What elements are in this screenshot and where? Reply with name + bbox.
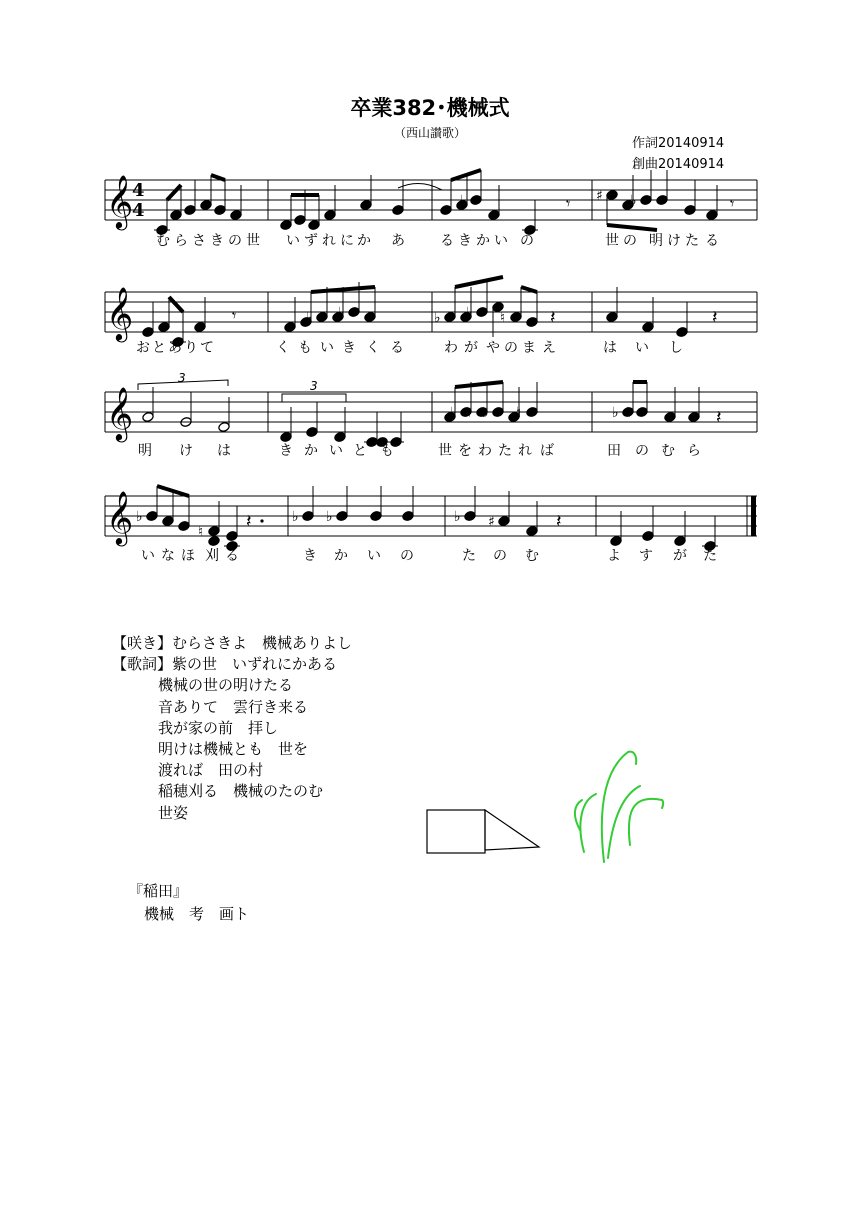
quarter-rest-icon: 𝄽 bbox=[556, 511, 562, 532]
note-head bbox=[158, 321, 171, 332]
note-head bbox=[642, 321, 655, 332]
box-shape bbox=[427, 810, 485, 853]
lyric-syllable: ば bbox=[540, 443, 554, 459]
lyric-syllable: る bbox=[390, 340, 404, 356]
lyric-syllable: き bbox=[342, 340, 356, 356]
lyric-syllable: る bbox=[705, 233, 719, 249]
note-head bbox=[606, 189, 619, 200]
lyric-syllable: も bbox=[380, 443, 394, 459]
note-head bbox=[444, 311, 457, 322]
note-beam bbox=[167, 185, 181, 200]
treble-clef-icon: 𝄞 bbox=[106, 386, 134, 440]
lyric-syllable: か bbox=[304, 443, 318, 459]
triplet-bracket bbox=[282, 394, 346, 402]
eighth-rest-icon: 𝄾 bbox=[566, 194, 571, 213]
lyric-syllable: た bbox=[462, 548, 476, 564]
lyric-syllable: の bbox=[228, 233, 242, 249]
note-head bbox=[636, 406, 649, 417]
accidental-icon: ♭ bbox=[612, 405, 619, 421]
verse-line: 機械の世の明けたる bbox=[158, 676, 294, 695]
lyric-syllable: 世 bbox=[246, 233, 260, 249]
note-head bbox=[142, 326, 155, 337]
lyric-syllable: ま bbox=[522, 340, 536, 356]
note-head bbox=[200, 199, 213, 210]
lyric-syllable: や bbox=[486, 340, 500, 356]
lyric-syllable: く bbox=[276, 340, 290, 356]
lyric-syllable: て bbox=[200, 340, 214, 356]
verse-line: 音ありて 雲行き来る bbox=[158, 697, 309, 716]
lyric-syllable: た bbox=[498, 443, 512, 459]
accidental-icon: ♯ bbox=[596, 188, 603, 204]
page-title: 卒業382･機械式 bbox=[350, 96, 510, 120]
triangle-shape bbox=[485, 810, 539, 850]
note-head bbox=[498, 515, 511, 526]
lyric-syllable: と bbox=[152, 340, 166, 356]
quarter-rest-icon: 𝄽 bbox=[712, 307, 718, 328]
lyric-syllable: は bbox=[603, 340, 617, 356]
lyric-syllable: い bbox=[141, 548, 155, 564]
lyric-syllable: け bbox=[179, 443, 193, 459]
staves bbox=[105, 174, 757, 546]
lyric-syllable: を bbox=[458, 443, 472, 459]
lyric-syllable: き bbox=[458, 233, 472, 249]
note-head bbox=[706, 209, 719, 220]
note-head bbox=[360, 199, 373, 210]
lyric-syllable: い bbox=[635, 340, 649, 356]
accidental-icon: ♮ bbox=[500, 310, 506, 326]
lyric-syllable: ず bbox=[304, 233, 318, 249]
note-head bbox=[284, 321, 297, 332]
quarter-rest-icon: 𝄽 bbox=[716, 407, 722, 428]
lyric-syllable: わ bbox=[478, 443, 492, 459]
note-head bbox=[440, 204, 453, 215]
lyric-syllable: す bbox=[639, 548, 653, 564]
accidental-icon: ♭ bbox=[306, 310, 313, 326]
drawing-caption: 機械 考 画ト bbox=[144, 905, 250, 923]
note-head bbox=[684, 204, 697, 215]
verse-lyrics bbox=[112, 633, 352, 824]
accidental-icon: ♭ bbox=[460, 193, 467, 209]
time-signature-bottom: 4 bbox=[132, 200, 145, 221]
lyric-syllable: の bbox=[400, 548, 414, 564]
note-head bbox=[488, 209, 501, 220]
note-beam bbox=[455, 277, 503, 287]
accidental-icon: ♭ bbox=[326, 509, 333, 525]
lyric-syllable: も bbox=[298, 340, 312, 356]
accidental-icon: ♮ bbox=[466, 405, 472, 421]
note-head bbox=[324, 209, 337, 220]
note-head bbox=[302, 510, 315, 521]
lyric-syllable: と bbox=[353, 443, 367, 459]
accidental-icon: ♭ bbox=[338, 305, 345, 321]
note-head bbox=[316, 311, 329, 322]
verse-line: 明けは機械とも 世を bbox=[158, 740, 309, 759]
lyric-syllable: 世 bbox=[605, 233, 619, 249]
note-head bbox=[208, 535, 221, 546]
note-head bbox=[470, 194, 483, 205]
lyric-syllable: あ bbox=[391, 233, 405, 249]
verse-line: 【咲き】むらさきよ 機械ありよし bbox=[112, 634, 353, 652]
lyric-syllable: な bbox=[161, 548, 175, 564]
eighth-rest-icon: 𝄾 bbox=[232, 306, 237, 325]
lyric-syllable: し bbox=[669, 340, 683, 356]
lyric-syllable: む bbox=[156, 233, 170, 249]
note-head bbox=[162, 515, 175, 526]
accidental-icon: ♭ bbox=[482, 405, 489, 421]
treble-clef-icon: 𝄞 bbox=[106, 490, 134, 544]
illustration bbox=[427, 752, 663, 862]
note-beam bbox=[211, 175, 225, 180]
note-head bbox=[526, 525, 539, 536]
lyric-syllable: む bbox=[661, 443, 675, 459]
note-head bbox=[178, 520, 191, 531]
final-barline-thick bbox=[751, 496, 756, 536]
quarter-rest-icon: 𝄽 bbox=[550, 307, 556, 328]
accidental-icon: ♭ bbox=[450, 405, 457, 421]
accidental-icon: ♭ bbox=[292, 509, 299, 525]
note-head bbox=[280, 219, 293, 230]
lyric-syllable: の bbox=[493, 548, 507, 564]
lyric-syllable: れ bbox=[518, 443, 532, 459]
accidental-icon: ♭ bbox=[136, 509, 143, 525]
lyric-syllable: る bbox=[225, 548, 239, 564]
lyric-syllable: え bbox=[542, 340, 556, 356]
note-head bbox=[674, 535, 687, 546]
verse-line: 稲穂刈る 機械のたのむ bbox=[158, 782, 324, 801]
note-head bbox=[170, 209, 183, 220]
lyric-syllable: き bbox=[279, 443, 293, 459]
drawing-title: 『稲田』 bbox=[128, 882, 189, 900]
notes bbox=[136, 170, 734, 552]
lyric-syllable: 刈 bbox=[205, 548, 219, 564]
verse-line: 我が家の前 拝し bbox=[158, 718, 279, 737]
note-head bbox=[146, 510, 159, 521]
lyric-syllable: 明 bbox=[649, 233, 663, 249]
note-head bbox=[142, 411, 155, 422]
note-head bbox=[510, 311, 523, 322]
note-beam bbox=[607, 225, 657, 230]
lyric-syllable: い bbox=[494, 233, 508, 249]
lyric-syllable: お bbox=[136, 340, 150, 356]
note-head bbox=[280, 431, 293, 442]
lyric-syllable: 明 bbox=[138, 443, 152, 459]
lyric-syllable: 田 bbox=[607, 443, 621, 459]
lyric-syllable: た bbox=[685, 233, 699, 249]
lyric-syllable: れ bbox=[322, 233, 336, 249]
rice-plant-icon bbox=[575, 752, 663, 862]
rest-dot bbox=[260, 519, 263, 522]
note-head bbox=[464, 510, 477, 521]
lyric-syllable: た bbox=[703, 548, 717, 564]
lyric-syllable: は bbox=[217, 443, 231, 459]
lyric-syllable: の bbox=[520, 233, 534, 249]
note-head bbox=[370, 510, 383, 521]
lyric-syllable: い bbox=[286, 233, 300, 249]
note-head bbox=[230, 209, 243, 220]
note-head bbox=[226, 530, 239, 541]
verse-line: 渡れば 田の村 bbox=[158, 761, 264, 780]
note-head bbox=[306, 426, 319, 437]
accidental-icon: ♭ bbox=[466, 305, 473, 321]
lyric-syllable: あ bbox=[168, 340, 182, 356]
tie bbox=[398, 183, 442, 190]
accidental-icon: ♮ bbox=[516, 405, 522, 421]
note-head bbox=[194, 321, 207, 332]
time-signature-top: 4 bbox=[132, 180, 145, 201]
accidental-icon: ♭ bbox=[434, 310, 441, 326]
note-head bbox=[688, 411, 701, 422]
accidental-icon: ♭ bbox=[630, 193, 637, 209]
lyric-syllable: む bbox=[525, 548, 539, 564]
note-head bbox=[676, 326, 689, 337]
lyric-syllable: る bbox=[440, 233, 454, 249]
lyric-syllable: い bbox=[329, 443, 343, 459]
lyric-syllable: が bbox=[464, 340, 478, 356]
verse-line: 【歌詞】紫の世 いずれにかある bbox=[112, 655, 338, 674]
lyric-syllable: き bbox=[303, 548, 317, 564]
note-head bbox=[476, 306, 489, 317]
note-head bbox=[656, 194, 669, 205]
lyric-syllable: く bbox=[366, 340, 380, 356]
lyric-syllable: り bbox=[184, 340, 198, 356]
note-beam bbox=[311, 287, 375, 292]
note-head bbox=[640, 194, 653, 205]
note-head bbox=[526, 316, 539, 327]
lyric-syllable: ら bbox=[174, 233, 188, 249]
lyric-syllable: い bbox=[320, 340, 334, 356]
lyric-syllable: か bbox=[334, 548, 348, 564]
accidental-icon: ♮ bbox=[198, 524, 204, 540]
triplet-label: 3 bbox=[310, 379, 318, 393]
lyric-syllable: が bbox=[673, 548, 687, 564]
lyric-syllable: 世 bbox=[438, 443, 452, 459]
note-head bbox=[606, 311, 619, 322]
music-credit: 創曲20140914 bbox=[632, 157, 725, 172]
verse-line: 世姿 bbox=[158, 803, 189, 822]
note-head bbox=[208, 525, 221, 536]
lyric-syllable: か bbox=[476, 233, 490, 249]
lyric-syllable: か bbox=[357, 233, 371, 249]
treble-clef-icon: 𝄞 bbox=[106, 286, 134, 340]
note-beam bbox=[455, 382, 503, 387]
note-head bbox=[610, 535, 623, 546]
lyric-syllable: ら bbox=[687, 443, 701, 459]
note-beam bbox=[169, 297, 183, 312]
note-head bbox=[294, 214, 307, 225]
lyrics bbox=[136, 233, 719, 564]
note-head bbox=[364, 311, 377, 322]
lyric-syllable: に bbox=[340, 233, 354, 249]
lyric-syllable: け bbox=[667, 233, 681, 249]
lyric-syllable: き bbox=[210, 233, 224, 249]
note-head bbox=[664, 411, 677, 422]
note-head bbox=[218, 421, 231, 432]
note-head bbox=[214, 204, 227, 215]
note-head bbox=[348, 306, 361, 317]
note-beam bbox=[521, 287, 537, 292]
accidental-icon: ♯ bbox=[488, 514, 495, 530]
lyric-syllable: の bbox=[635, 443, 649, 459]
page-subtitle: （西山讃歌） bbox=[393, 126, 466, 140]
note-head bbox=[526, 406, 539, 417]
note-head bbox=[334, 431, 347, 442]
eighth-rest-icon: 𝄾 bbox=[730, 194, 735, 213]
lyric-syllable: の bbox=[623, 233, 637, 249]
lyric-syllable: よ bbox=[607, 548, 621, 564]
lyric-syllable: わ bbox=[444, 340, 458, 356]
accidental-icon: ♮ bbox=[626, 405, 632, 421]
lyric-syllable: の bbox=[504, 340, 518, 356]
lyric-syllable: い bbox=[367, 548, 381, 564]
accidental-icon: ♭ bbox=[454, 509, 461, 525]
treble-clef-icon: 𝄞 bbox=[106, 174, 134, 228]
lyrics-credit: 作詞20140914 bbox=[632, 136, 725, 151]
note-head bbox=[308, 219, 321, 230]
note-head bbox=[184, 204, 197, 215]
quarter-rest-icon: 𝄽 bbox=[246, 511, 252, 532]
lyric-syllable: ほ bbox=[181, 548, 195, 564]
triplet-label: 3 bbox=[178, 371, 186, 385]
note-head bbox=[402, 510, 415, 521]
note-head bbox=[492, 406, 505, 417]
note-head bbox=[642, 530, 655, 541]
note-head bbox=[336, 510, 349, 521]
note-beam bbox=[451, 170, 481, 180]
note-head bbox=[392, 204, 405, 215]
lyric-syllable: さ bbox=[192, 233, 206, 249]
